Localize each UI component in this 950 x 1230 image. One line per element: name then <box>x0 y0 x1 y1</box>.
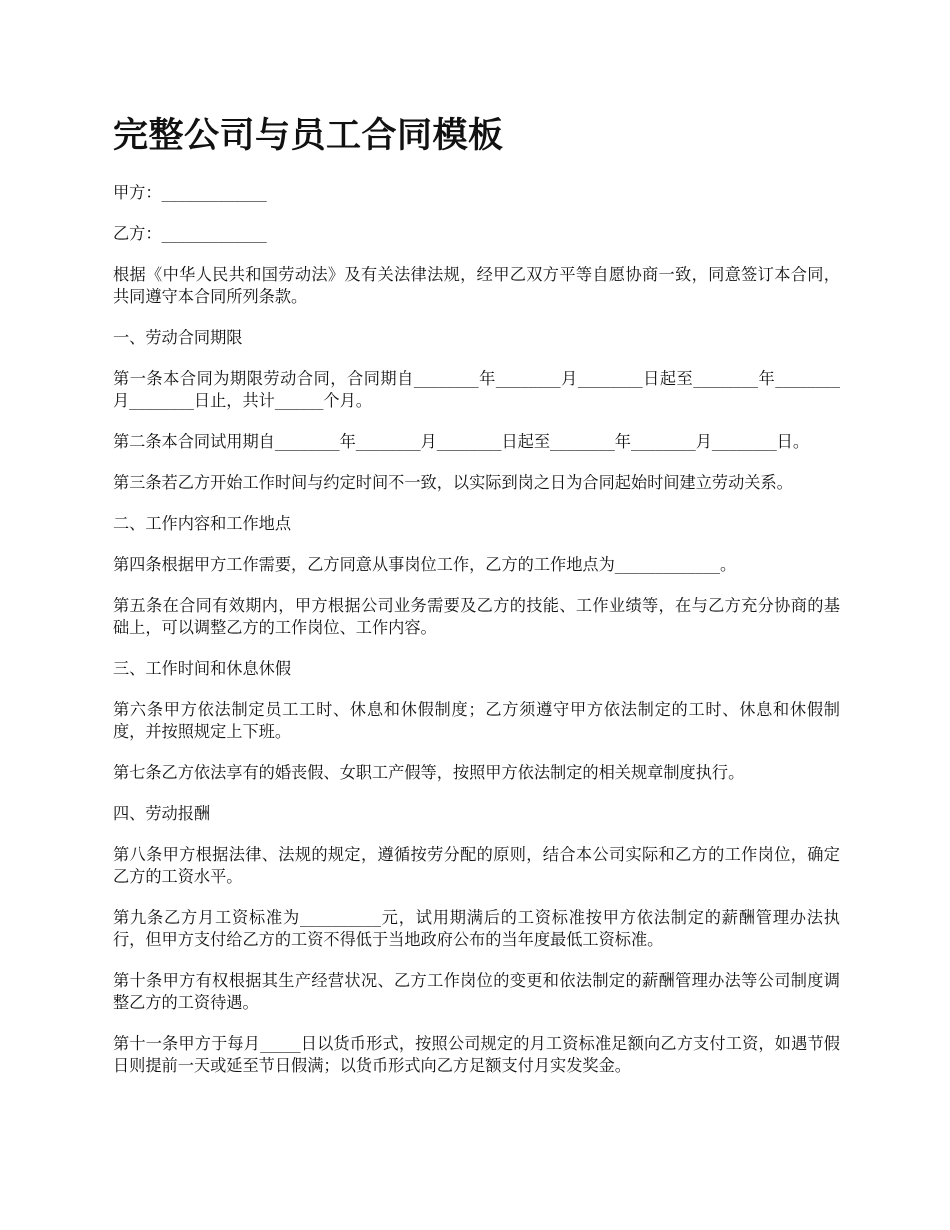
clause-paragraph: 第五条在合同有效期内，甲方根据公司业务需要及乙方的技能、工作业绩等，在与乙方充分协商的基础上，可以调整乙方的工作岗位、工作内容。 <box>113 596 840 637</box>
document-page <box>113 112 840 1096</box>
clause-paragraph: 第一条本合同为期限劳动合同，合同期自________年________月________日起至________年________月________日止，共计______个月。 <box>113 369 840 410</box>
clause-paragraph: 第八条甲方根据法律、法规的规定，遵循按劳分配的原则，结合本公司实际和乙方的工作岗位，确定乙方的工资水平。 <box>113 845 840 886</box>
party-b-line: 乙方：_____________ <box>113 224 267 243</box>
clause-paragraph: 第六条甲方依法制定员工工时、休息和休假制度；乙方须遵守甲方依法制定的工时、休息和休假制度，并按照规定上下班。 <box>113 700 840 741</box>
clause-paragraph: 第四条根据甲方工作需要，乙方同意从事岗位工作，乙方的工作地点为_____________。 <box>113 555 737 574</box>
section-heading: 四、劳动报酬 <box>113 804 211 823</box>
clause-paragraph: 第七条乙方依法享有的婚丧假、女职工产假等，按照甲方依法制定的相关规章制度执行。 <box>113 763 745 782</box>
clause-paragraph: 第三条若乙方开始工作时间与约定时间不一致，以实际到岗之日为合同起始时间建立劳动关系。 <box>113 473 793 492</box>
section-heading: 一、劳动合同期限 <box>113 328 243 347</box>
clause-paragraph: 第九条乙方月工资标准为__________元，试用期满后的工资标准按甲方依法制定的薪酬管理办法执行，但甲方支付给乙方的工资不得低于当地政府公布的当年度最低工资标准。 <box>113 908 840 949</box>
clause-paragraph: 第十一条甲方于每月_____日以货币形式，按照公司规定的月工资标准足额向乙方支付工资，如遇节假日则提前一天或延至节日假满；以货币形式向乙方足额支付月实发奖金。 <box>113 1034 840 1075</box>
clause-paragraph: 第十条甲方有权根据其生产经营状况、乙方工作岗位的变更和依法制定的薪酬管理办法等公司制度调整乙方的工资待遇。 <box>113 971 840 1012</box>
party-a-line: 甲方：_____________ <box>113 183 267 202</box>
section-heading: 三、工作时间和休息休假 <box>113 659 292 678</box>
section-heading: 二、工作内容和工作地点 <box>113 514 292 533</box>
clause-paragraph: 第二条本合同试用期自________年________月________日起至________年________月________日。 <box>113 432 810 451</box>
preamble-paragraph: 根据《中华人民共和国劳动法》及有关法律法规，经甲乙双方平等自愿协商一致，同意签订本合同，共同遵守本合同所列条款。 <box>113 265 840 306</box>
document-title: 完整公司与员工合同模板 <box>113 116 504 156</box>
